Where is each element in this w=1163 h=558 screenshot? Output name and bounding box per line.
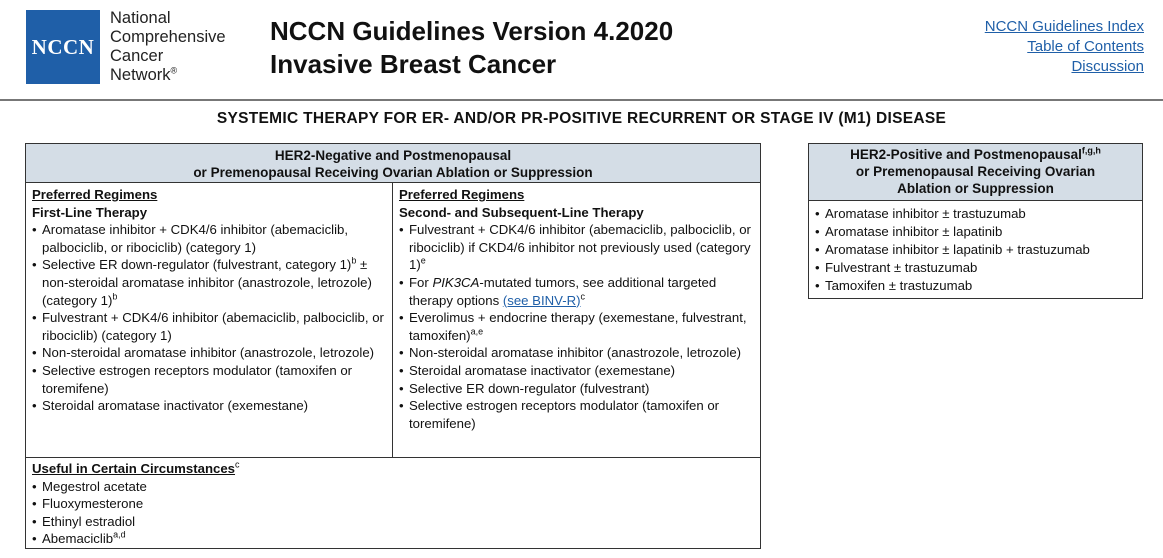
her2-positive-list [809,201,1142,299]
list-item: • Everolimus + endocrine therapy (exemestane, fulvestrant, tamoxifen)$^{a,e}$ [399,309,754,344]
first-line-list [32,221,386,415]
her2-positive-header [809,144,1142,201]
org-line-2: Comprehensive [110,28,226,46]
page-title [270,15,673,81]
list-item: • Steroidal aromatase inactivator (exemestane) [32,397,386,415]
useful-circumstances-label: Useful in Certain Circumstances$^c$ [32,459,240,476]
section-title: SYSTEMIC THERAPY FOR ER- AND/OR PR-POSITIVE RECURRENT OR STAGE IV (M1) DISEASE [216,110,947,127]
her2-positive-header-line-1: HER2-Positive and Postmenopausal$^{f,g,h}$ [850,145,1101,162]
list-item: • Aromatase inhibitor + CDK4/6 inhibitor (abemaciclib, palbociclib, or ribociclib) (category 1) [32,221,386,256]
list-item: • Selective ER down-regulator (fulvestrant) [399,380,754,398]
her2-negative-header-line-1: HER2-Negative and Postmenopausal [274,148,512,163]
list-item: • Selective estrogen receptors modulator (tamoxifen or toremifene) [32,362,386,397]
registered-mark: ® [170,65,178,76]
subsequent-line-column [393,183,760,457]
her2-negative-header-line-2: or Premenopausal Receiving Ovarian Ablation or Suppression [193,165,593,180]
her2-positive-header-line-2: or Premenopausal Receiving Ovarian [855,164,1096,179]
her2-positive-table [808,143,1143,299]
discussion-link[interactable]: Discussion [1071,58,1144,75]
list-item: • Aromatase inhibitor ± lapatinib [815,223,1136,241]
list-item: • Fulvestrant + CDK4/6 inhibitor (abemaciclib, palbociclib, or ribociclib) (category 1) [32,309,386,344]
list-item: • For PIK3CA-mutated tumors, see additional targeted therapy options (see BINV-R)$^c$ [399,274,754,309]
list-item: • Fluoxymesterone [32,495,754,513]
org-line-1: National [110,9,171,27]
list-item: • Megestrol acetate [32,478,754,496]
table-of-contents-link[interactable]: Table of Contents [1027,38,1144,55]
organization-name [110,9,226,85]
list-item: • Aromatase inhibitor ± trastuzumab [815,205,1136,223]
nccn-logo: NCCN [26,10,100,84]
list-item: • Aromatase inhibitor ± lapatinib + trastuzumab [815,241,1136,259]
list-item: • Abemaciclib$^{a,d}$ [32,530,754,548]
useful-list [32,478,754,548]
her2-positive-header-line-3: Ablation or Suppression [897,181,1054,196]
her2-negative-table [25,143,761,549]
list-item: • Tamoxifen ± trastuzumab [815,277,1136,295]
header-divider [0,99,1163,101]
regimen-columns [26,183,760,458]
first-line-heading: First-Line Therapy [32,204,148,220]
list-item: • Non-steroidal aromatase inhibitor (anastrozole, letrozole) [399,344,754,362]
subsequent-line-heading: Second- and Subsequent-Line Therapy [399,204,644,220]
guidelines-index-link[interactable]: NCCN Guidelines Index [984,18,1144,35]
list-item: • Selective ER down-regulator (fulvestrant, category 1)$^b$ ± non-steroidal aromatase inhibitor (anastrozole, letrozole) (category 1)$^b$ [32,256,386,309]
list-item: • Non-steroidal aromatase inhibitor (anastrozole, letrozole) [32,344,386,362]
her2-negative-header [26,144,760,183]
see-binv-r-link[interactable]: (see BINV-R) [502,292,581,308]
top-nav-links [985,17,1144,77]
subsequent-line-list [399,221,754,432]
preferred-regimens-label: Preferred Regimens [32,187,158,202]
list-item: • Fulvestrant ± trastuzumab [815,259,1136,277]
title-version: NCCN Guidelines Version 4.2020 [270,16,674,46]
list-item: • Steroidal aromatase inactivator (exemestane) [399,362,754,380]
org-line-3: Cancer [110,47,164,65]
title-topic: Invasive Breast Cancer [270,49,557,79]
org-line-4: Network® [110,65,178,84]
first-line-column [26,183,393,457]
list-item: • Ethinyl estradiol [32,513,754,531]
list-item: • Fulvestrant + CDK4/6 inhibitor (abemaciclib, palbociclib, or ribociclib) if CKD4/6 inhibitor not previously used (category 1)$^e$ [399,221,754,274]
useful-circumstances-section [26,458,760,550]
preferred-regimens-label: Preferred Regimens [399,187,525,202]
list-item: • Selective estrogen receptors modulator (tamoxifen or toremifene) [399,397,754,432]
